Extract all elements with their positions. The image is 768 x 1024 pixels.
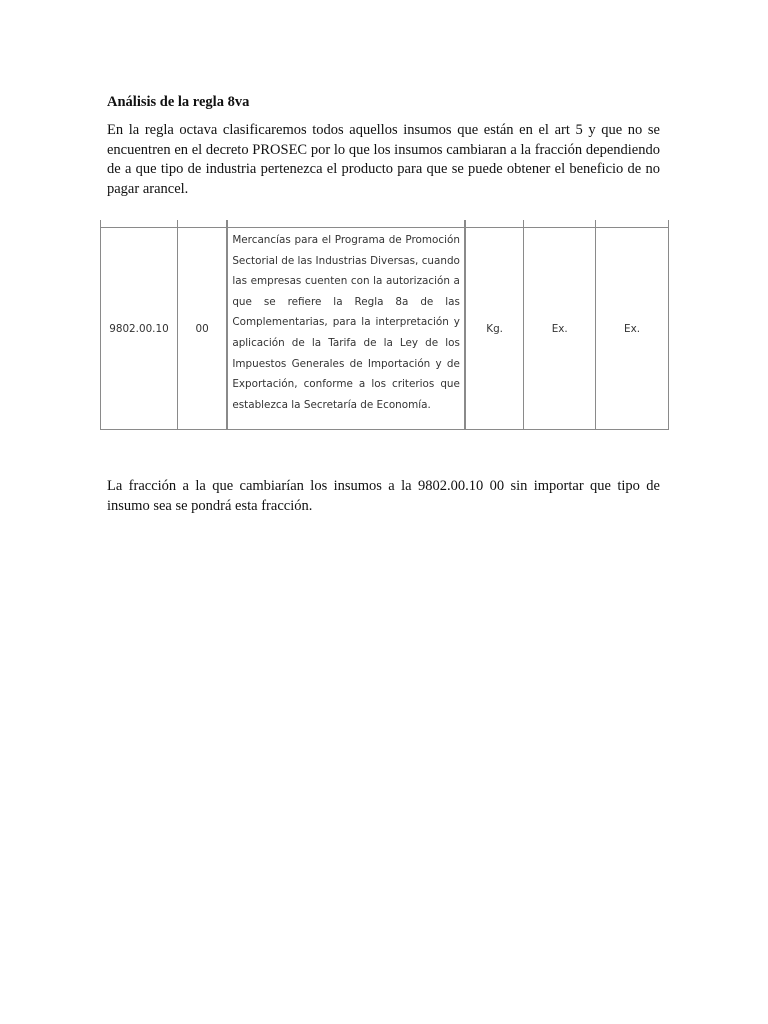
table-row <box>101 228 669 430</box>
cell-unidad: Kg. <box>465 228 524 430</box>
closing-paragraph: La fracción a la que cambiarían los insumos a la 9802.00.10 00 sin importar que tipo de insumo sea se pondrá esta fracción. <box>107 478 660 514</box>
cell-nico: 00 <box>177 228 227 430</box>
cell-arancel-importacion: Ex. <box>524 228 596 430</box>
table-top-strip <box>101 220 669 228</box>
cell-arancel-exportacion: Ex. <box>596 228 669 430</box>
page-title: Análisis de la regla 8va <box>107 94 250 110</box>
cell-fraccion: 9802.00.10 <box>101 228 178 430</box>
cell-descripcion: Mercancías para el Programa de Promoción Sectorial de las Industrias Diversas, cuando las empresas cuenten con la autorización a que se refiere la Regla 8a de las Complementarias, para la interpretación y aplicación de la Tarifa de la Ley de los Impuestos Generales de Importación y de Exportación, conforme a los criterios que establezca la Secretaría de Economía. <box>227 228 465 430</box>
tariff-table <box>100 220 669 430</box>
intro-paragraph: En la regla octava clasificaremos todos aquellos insumos que están en el art 5 y que no se encuentren en el decreto PROSEC por lo que los insumos cambiaran a la fracción dependiendo de a que tipo de industria pertenezca el producto para que se puede obtener el beneficio de no pagar arancel. <box>107 122 660 197</box>
